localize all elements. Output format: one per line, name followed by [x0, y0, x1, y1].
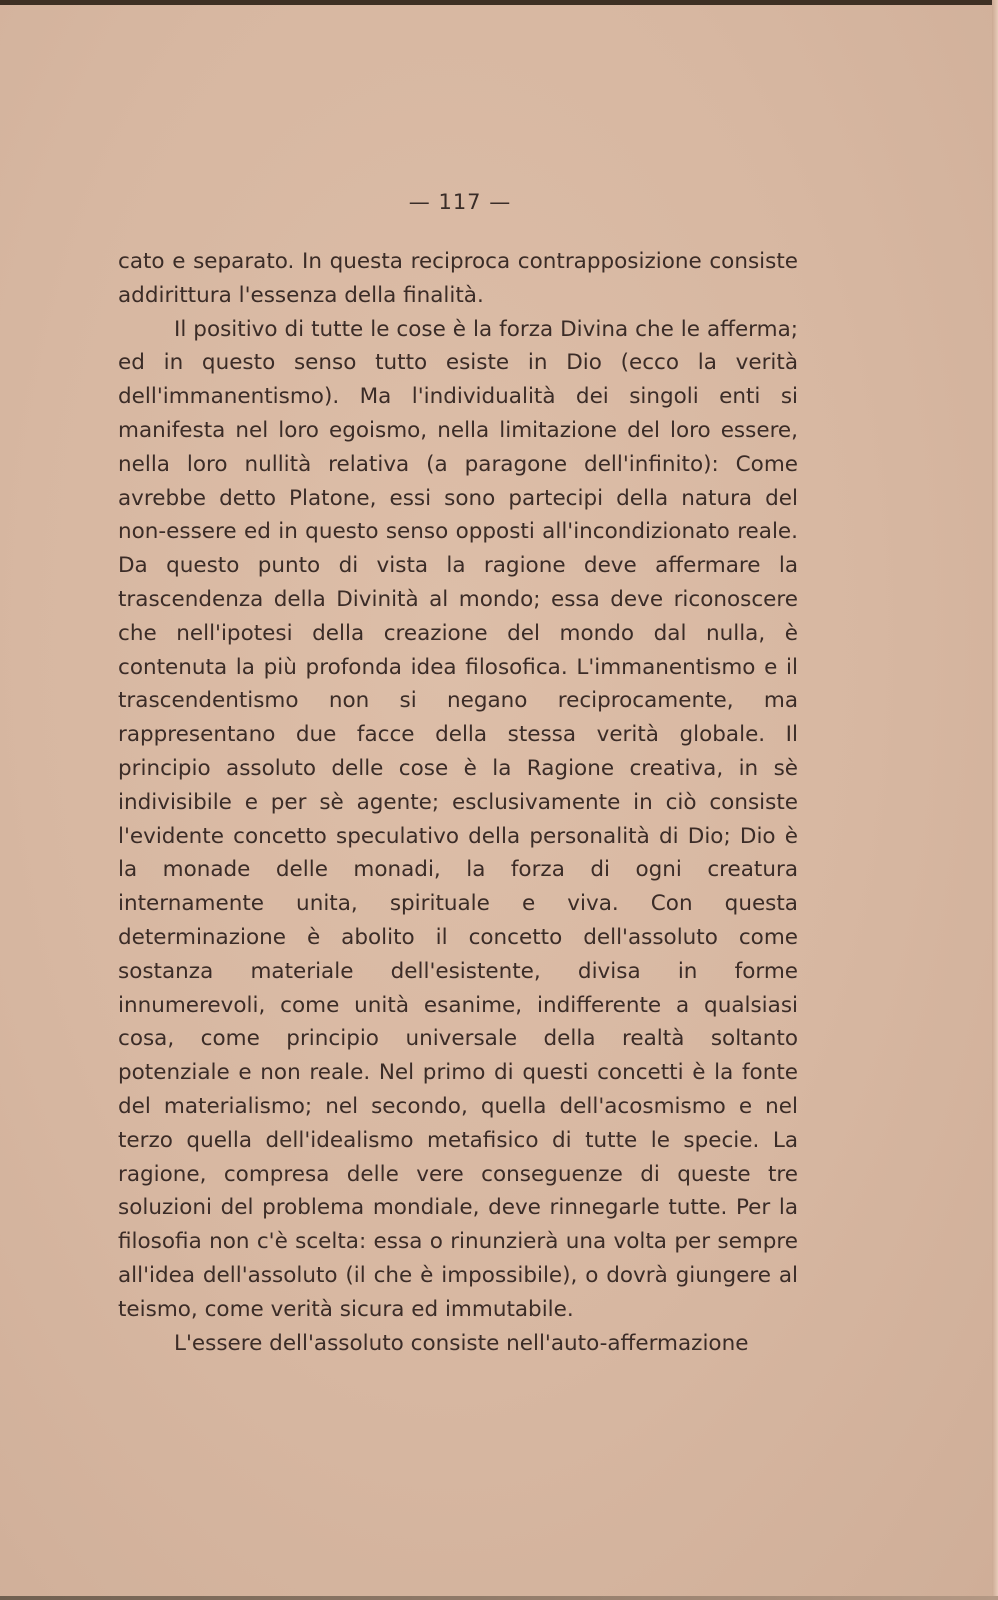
- paragraph-final: L'essere dell'assoluto consiste nell'auto-affermazione: [174, 1330, 749, 1356]
- page-number: — 117 —: [408, 190, 512, 214]
- paragraph-continuation: cato e separato. In questa reciproca contrapposizione consiste addirittura l'essenza della finalità.: [118, 249, 798, 308]
- body-text: [118, 245, 798, 1360]
- page-top-edge: [0, 0, 998, 5]
- page-bottom-edge: [0, 1596, 998, 1600]
- paragraph-main: Il positivo di tutte le cose è la forza Divina che le afferma; ed in questo senso tutto esiste in Dio (ecco la verità dell'immanentismo). Ma l'individualità dei singoli enti si manifesta nel loro egoismo, nella limitazione del loro essere, nella loro nullità relativa (a paragone dell'infinito): Come avrebbe detto Platone, essi sono partecipi della natura del non-essere ed in questo senso opposti all'incondizionato reale. Da questo punto di vista la ragione deve affermare la trascendenza della Divinità al mondo; essa deve riconoscere che nell'ipotesi della creazione del mondo dal nulla, è contenuta la più profonda idea filosofica. L'immanentismo e il trascendentismo non si negano reciprocamente, ma rappresentano due facce della stessa verità globale. Il principio assoluto delle cose è la Ragione creativa, in sè indivisibile e per sè agente; esclusivamente in ciò consiste l'evidente concetto speculativo della personalità di Dio; Dio è la monade delle monadi, la forza di ogni creatura internamente unita, spirituale e viva. Con questa determinazione è abolito il concetto dell'assoluto come sostanza materiale dell'esistente, divisa in forme innumerevoli, come unità esanime, indifferente a qualsiasi cosa, come principio universale della realtà soltanto potenziale e non reale. Nel primo di questi concetti è la fonte del materialismo; nel secondo, quella dell'acosmismo e nel terzo quella dell'idealismo metafisico di tutte le specie. La ragione, compresa delle vere conseguenze di queste tre soluzioni del problema mondiale, deve rinnegarle tutte. Per la filosofia non c'è scelta: essa o rinunzierà una volta per sempre all'idea dell'assoluto (il che è impossibile), o dovrà giungere al teismo, come verità sicura ed immutabile.: [118, 316, 798, 1322]
- page-right-edge: [992, 0, 998, 1600]
